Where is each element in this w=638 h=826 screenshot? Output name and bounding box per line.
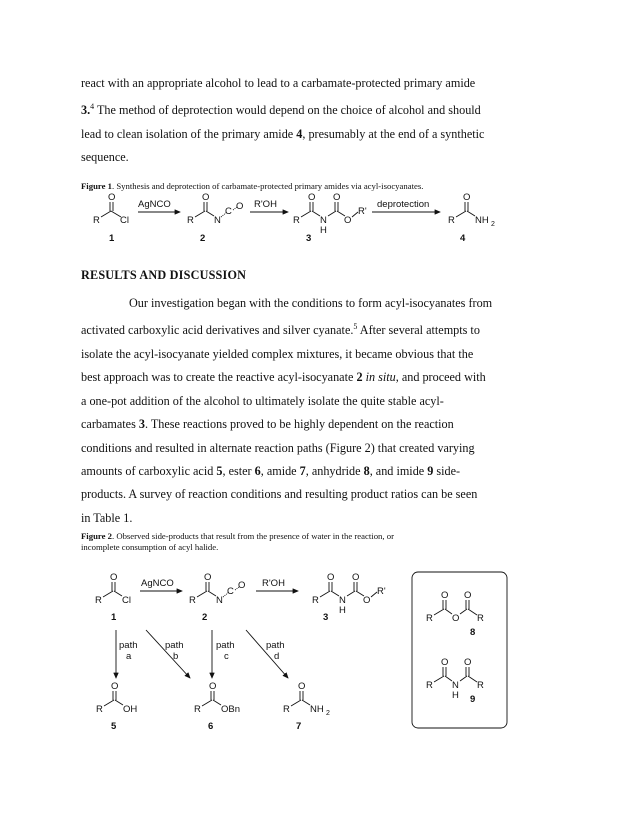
atom-label: R <box>426 613 433 624</box>
atom-subscript: 2 <box>491 221 495 228</box>
path-c-word: path <box>216 640 235 651</box>
compound-ref: 7 <box>299 463 306 478</box>
compound-2-structure <box>187 192 243 226</box>
compound-ref: 4 <box>296 126 303 141</box>
atom-label: O <box>111 681 119 692</box>
atom-label: R <box>293 215 300 226</box>
compound-number-5: 5 <box>111 721 117 732</box>
figure1-caption-text: . Synthesis and deprotection of carbamate-protected primary amides via acyl-isocyanates. <box>111 181 424 191</box>
compound-number-1: 1 <box>111 612 117 623</box>
intro-text: , presumably at the end of a synthetic <box>302 126 485 141</box>
compound-number-9: 9 <box>470 694 476 705</box>
f2-compound-1 <box>95 572 131 606</box>
atom-label: Cl <box>122 595 131 606</box>
atom-label: R <box>95 595 102 606</box>
body-text: amounts of carboxylic acid <box>81 463 217 478</box>
path-a-word: path <box>119 640 138 651</box>
atom-label: O <box>236 201 244 212</box>
body-text: , and imide <box>369 463 428 478</box>
atom-label: O <box>238 580 246 591</box>
atom-label: R <box>426 680 433 691</box>
intro-line: react with an appropriate alcohol to lead to a carbamate-protected primary amide <box>81 76 476 90</box>
citation: 5 <box>353 322 358 332</box>
atom-label: R <box>189 595 196 606</box>
compound-1-structure <box>93 192 129 226</box>
body-line <box>81 460 559 483</box>
f2-compound-9 <box>426 657 484 701</box>
citation: 4 <box>90 102 95 112</box>
body-text: side- <box>433 463 461 478</box>
f2-compound-3 <box>312 572 386 616</box>
atom-subscript: 2 <box>326 710 330 717</box>
f2-compound-6 <box>194 681 240 715</box>
atom-label: R' <box>358 206 367 217</box>
body-line: Our investigation began with the conditions to form acyl-isocyanates from <box>129 296 493 310</box>
f2-compound-2 <box>189 572 245 606</box>
body-line <box>81 315 559 342</box>
section-heading: RESULTS AND DISCUSSION <box>81 268 247 282</box>
atom-label: O <box>110 572 118 583</box>
compound-ref: 5 <box>216 463 223 478</box>
body-text: , amide <box>260 463 300 478</box>
compound-ref: 3. <box>81 103 91 118</box>
body-text: activated carboxylic acid derivatives and silver cyanate. <box>81 323 354 338</box>
body-text: , and proceed with <box>395 370 486 385</box>
f2-compound-7 <box>283 681 330 717</box>
body-text: , ester <box>222 463 255 478</box>
atom-label: O <box>202 192 210 203</box>
compound-number-2: 2 <box>200 233 206 244</box>
figure2-caption-line <box>81 531 561 542</box>
atom-label: N <box>214 215 221 226</box>
results-paragraph <box>81 292 559 530</box>
compound-number-2: 2 <box>202 612 208 623</box>
atom-label: H <box>339 605 346 616</box>
compound-ref: 9 <box>427 463 434 478</box>
atom-label: O <box>352 572 360 583</box>
path-c-letter: c <box>224 651 229 662</box>
atom-label: O <box>327 572 335 583</box>
body-line: products. A survey of reaction conditions and resulting product ratios can be seen <box>81 487 478 502</box>
body-line: isolate the acyl-isocyanate yielded complex mixtures, it became obvious that the <box>81 346 474 361</box>
italic-term: in situ <box>365 370 396 385</box>
atom-label: O <box>441 657 449 668</box>
body-line <box>81 366 559 389</box>
atom-label: OBn <box>221 704 241 715</box>
atom-label: O <box>344 215 352 226</box>
compound-number-3: 3 <box>306 233 312 244</box>
compound-number-1: 1 <box>109 233 115 244</box>
atom-label: H <box>452 690 459 701</box>
path-d-word: path <box>266 640 285 651</box>
path-d-letter: d <box>274 651 280 662</box>
figure2-caption-text: . Observed side-products that result from the presence of water in the reaction, or <box>111 531 394 541</box>
reagent-alcohol: R'OH <box>262 578 285 589</box>
atom-label: N <box>339 595 346 606</box>
body-text: best approach was to create the reactive acyl-isocyanate <box>81 370 357 385</box>
f2-compound-8 <box>426 590 484 624</box>
body-line <box>81 413 559 436</box>
intro-paragraph <box>81 72 559 170</box>
compound-3-structure <box>293 192 367 236</box>
compound-number-7: 7 <box>296 721 302 732</box>
atom-label: N <box>320 215 327 226</box>
atom-label: Cl <box>120 215 129 226</box>
compound-ref: 6 <box>254 463 261 478</box>
atom-label: N <box>216 595 223 606</box>
atom-label: O <box>209 681 217 692</box>
reagent-alcohol: R'OH <box>254 199 277 210</box>
atom-label: R <box>448 215 455 226</box>
intro-text: lead to clean isolation of the primary amide <box>81 126 297 141</box>
atom-label: R <box>187 215 194 226</box>
f2-compound-5 <box>96 681 137 715</box>
atom-label: NH <box>475 215 489 226</box>
body-text: , anhydride <box>305 463 364 478</box>
path-b-letter: b <box>173 651 179 662</box>
path-a-letter: a <box>126 651 132 662</box>
atom-label: O <box>363 595 371 606</box>
figure2-scheme <box>0 566 638 766</box>
atom-label: O <box>308 192 316 203</box>
path-b-word: path <box>165 640 184 651</box>
atom-label: O <box>464 657 472 668</box>
atom-label: O <box>298 681 306 692</box>
atom-label: N <box>452 680 459 691</box>
body-text: After several attempts to <box>357 323 480 338</box>
compound-ref: 8 <box>363 463 370 478</box>
atom-label: R <box>96 704 103 715</box>
figure2-caption-line: incomplete consumption of acyl halide. <box>81 542 219 552</box>
compound-ref: 3 <box>138 417 145 432</box>
compound-number-8: 8 <box>470 627 476 638</box>
atom-label: O <box>441 590 449 601</box>
atom-label: R <box>312 595 319 606</box>
intro-text: The method of deprotection would depend on the choice of alcohol and should <box>94 103 481 118</box>
figure2-label: Figure 2 <box>81 531 112 541</box>
atom-label: O <box>463 192 471 203</box>
atom-label: C <box>227 586 234 597</box>
body-line: conditions and resulted in alternate reaction paths (Figure 2) that created varying <box>81 440 475 455</box>
atom-label: R <box>93 215 100 226</box>
atom-label: R' <box>377 586 386 597</box>
body-line: a one-pot addition of the alcohol to ultimately isolate the quite stable acyl- <box>81 393 444 408</box>
atom-label: C <box>225 206 232 217</box>
atom-label: H <box>320 225 327 236</box>
atom-label: O <box>108 192 116 203</box>
compound-number-3: 3 <box>323 612 329 623</box>
body-text: carbamates <box>81 417 139 432</box>
body-line: in Table 1. <box>81 510 133 525</box>
atom-label: OH <box>123 704 138 715</box>
figure1-label: Figure 1 <box>81 181 112 191</box>
atom-label: R <box>283 704 290 715</box>
atom-label: O <box>333 192 341 203</box>
compound-number-4: 4 <box>460 233 466 244</box>
atom-label: O <box>204 572 212 583</box>
body-text: . These reactions proved to be highly dependent on the reaction <box>144 417 454 432</box>
atom-label: R <box>194 704 201 715</box>
reagent-agnco: AgNCO <box>141 578 174 589</box>
compound-4-structure <box>448 192 495 228</box>
figure2-caption <box>81 531 561 553</box>
reagent-deprotection: deprotection <box>377 199 430 210</box>
atom-label: R <box>477 680 484 691</box>
compound-number-6: 6 <box>208 721 214 732</box>
atom-label: O <box>452 613 460 624</box>
figure1-scheme <box>0 190 638 250</box>
intro-line <box>81 123 559 146</box>
atom-label: O <box>464 590 472 601</box>
side-products-box <box>412 572 507 728</box>
intro-line <box>81 95 559 122</box>
compound-ref: 2 <box>356 370 363 385</box>
atom-label: R <box>477 613 484 624</box>
reagent-agnco: AgNCO <box>138 199 171 210</box>
atom-label: NH <box>310 704 324 715</box>
intro-line: sequence. <box>81 150 129 165</box>
